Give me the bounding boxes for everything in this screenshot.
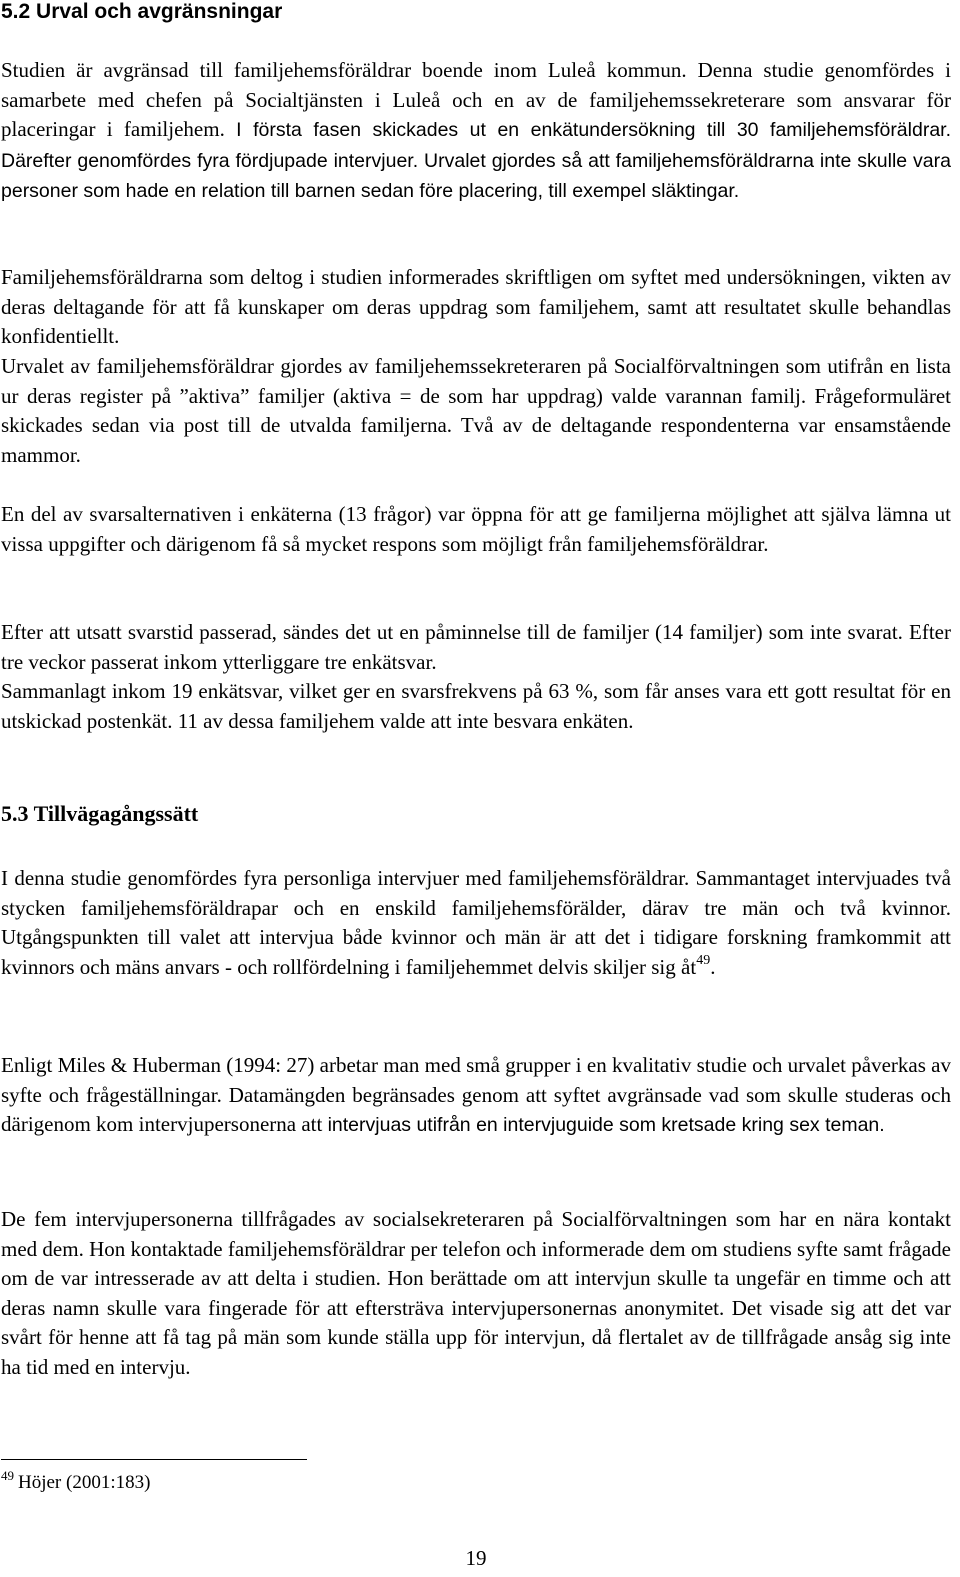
paragraph-miles-huberman-sans: intervjuas utifrån en intervjuguide som kretsade kring sex teman. [327,1114,885,1137]
paragraph-contact: De fem intervjupersonerna tillfrågades av socialsekreteraren på Socialförvaltningen som har en nära kontakt med dem. Hon kontaktade familjehemsföräldrar per telefon och informerade dem om studiens syfte samt frågade om de var intresserade av att delta i studien. Hon berättade om att intervjun skulle ta ungefär en timme och att deras namn skulle vara fingerade för att eftersträva intervjupersonernas anonymitet. Det visade sig att det var svårt för henne att få tag på män som kunde ställa upp för intervjun, då flertalet av de tillfrågade ansåg sig inte ha tid med en intervju. [1,1207,951,1379]
paragraph-urval-intro-sans: I första fasen skickades ut en enkätundersökning till 30 familjehemsföräldrar. Därefter genomfördes fyra fördjupade intervjuer. Urvalet gjordes så att familjehemsföräldrarna inte skulle vara personer som hade en relation till barnen sedan före placering, till exempel släktingar. [1,119,952,203]
paragraph-miles-huberman-serif: Enligt Miles & Huberman (1994: 27) arbetar man med små grupper i en kvalitativ studie och urvalet påverkas av syfte och frågeställningar. Datamängden begränsades genom att syftet avgränsade vad som skulle studeras och därigenom kom intervjupersonerna att [1,1053,951,1137]
section-heading-5-2: 5.2 Urval och avgränsningar [1,0,283,23]
section-heading-5-3: 5.3 Tillvägagångssätt [1,801,199,826]
footnote [1,1470,150,1496]
paragraph-urval-intro-serif: Studien är avgränsad till familjehemsföräldrar boende inom Luleå kommun. Denna studie genomfördes i samarbete med chefen på Socialtjänsten i Luleå och en av de familjehemssekreterare som ansvarar för placeringar i familjehem. [1,58,951,142]
paragraph-selection: Urvalet av familjehemsföräldrar gjordes av familjehemssekreteraren på Socialförvaltningen som utifrån en lista ur deras register på ”aktiva” familjer (aktiva = de som har uppdrag) valde varannan familj. Frågeformuläret skickades sedan via post till de utvalda familjerna. Två av de deltagande respondenterna var ensamstående mammor. [1,354,951,467]
paragraph-reminder: Efter att utsatt svarstid passerad, sändes det ut en påminnelse till de familjer (14 familjer) som inte svarat. Efter tre veckor passerat inkom ytterliggare tre enkätsvar. [1,620,951,674]
paragraph-interviews [1,864,951,982]
paragraph-miles-huberman [1,1051,951,1141]
paragraph-response-rate: Sammanlagt inkom 19 enkätsvar, vilket ger en svarsfrekvens på 63 %, som får anses vara ett gott resultat för en utskickad postenkät. 11 av dessa familjehem valde att inte besvara enkäten. [1,679,951,733]
paragraph-interviews-text: I denna studie genomfördes fyra personliga intervjuer med familjehemsföräldrar. Sammantaget intervjuades två stycken familjehemsföräldrapar och en enskild familjehemsförälder, därav tre män och två kvinnor. Utgångspunkten till valet att intervjua både kvinnor och män är att det i tidigare forskning framkommit att kvinnors och mäns anvars - och rollfördelning i familjehemmet delvis skiljer sig åt [1,866,951,979]
footnote-reference[interactable]: 49 [696,952,711,968]
page-number: 19 [465,1546,487,1570]
paragraph-informed: Familjehemsföräldrarna som deltog i studien informerades skriftligen om syftet med undersökningen, vikten av deras deltagande för att få kunskaper om deras uppdrag som familjehem, samt att resultatet skulle behandlas konfidentiellt. [1,265,951,349]
footnote-text: Höjer (2001:183) [18,1472,151,1493]
footnote-divider [1,1459,307,1460]
paragraph-answer-options: En del av svarsalternativen i enkäterna (13 frågor) var öppna för att ge familjerna möjlighet att själva lämna ut vissa uppgifter och därigenom få så mycket respons som möjligt från familjehemsföräldrar. [1,502,951,556]
footnote-number: 49 [1,1468,14,1483]
paragraph-interviews-end: . [710,954,716,979]
paragraph-urval-intro [1,56,951,207]
